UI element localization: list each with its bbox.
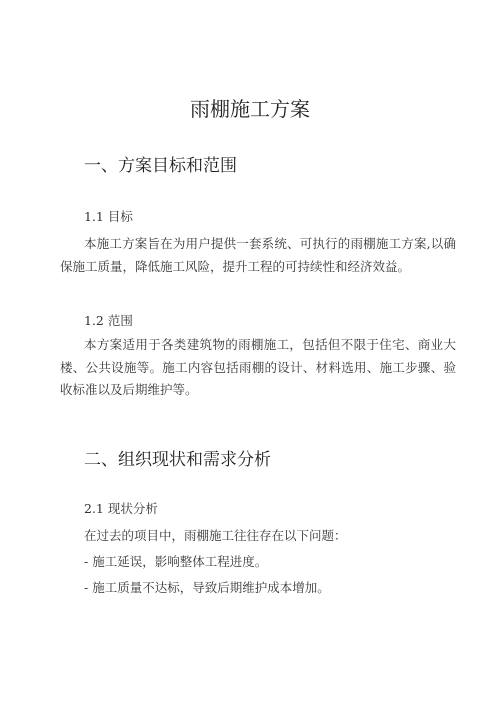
list-item: - 施工质量不达标，导致后期维护成本增加。 xyxy=(84,580,330,595)
section-heading-1: 一、方案目标和范围 xyxy=(84,156,237,176)
list-item: - 施工延误，影响整体工程进度。 xyxy=(84,554,268,569)
subsection-heading-1-2: 1.2 范围 xyxy=(84,313,133,328)
document-title: 雨棚施工方案 xyxy=(190,97,310,121)
subsection-heading-1-1: 1.1 目标 xyxy=(84,209,133,224)
paragraph-1-1: 本施工方案旨在为用户提供一套系统、可执行的雨棚施工方案,以确保施工质量，降低施工风险，提升工程的可持续性和经济效益。 xyxy=(60,236,456,274)
paragraph-1-2: 本方案适用于各类建筑物的雨棚施工，包括但不限于住宅、商业大楼、公共设施等。施工内容包括雨棚的设计、材料选用、施工步骤、验收标准以及后期维护等。 xyxy=(60,337,456,397)
paragraph-2-1-intro: 在过去的项目中，雨棚施工往往存在以下问题： xyxy=(84,528,347,543)
subsection-heading-2-1: 2.1 现状分析 xyxy=(84,501,158,516)
section-heading-2: 二、组织现状和需求分析 xyxy=(84,450,271,470)
